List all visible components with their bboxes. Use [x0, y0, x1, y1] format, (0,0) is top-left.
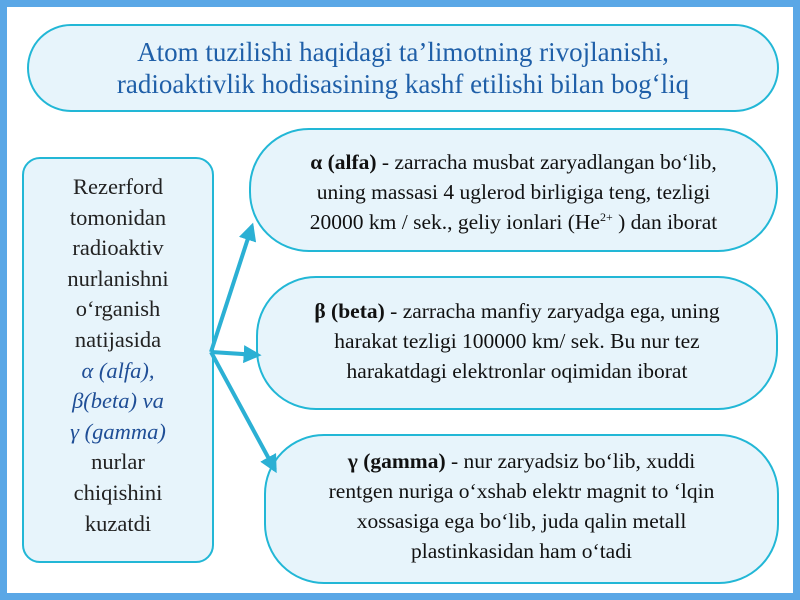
gamma-ray-label: γ (gamma) [70, 418, 166, 444]
discovery-line: Rezerford [73, 174, 163, 199]
gamma-line-1 [266, 446, 777, 476]
discovery-box [22, 157, 214, 563]
alpha-ray-label: α (alfa), [81, 357, 155, 383]
alpha-line-2: uning massasi 4 uglerod birligiga teng, tezligi [316, 180, 711, 204]
title-box [27, 24, 779, 112]
beta-line-1 [258, 296, 776, 326]
gamma-name: γ (gamma) [347, 449, 446, 473]
discovery-line: nurlanishni [67, 265, 169, 291]
discovery-line: tomonidan [69, 204, 167, 230]
gamma-text: - nur zaryadsiz bo‘lib, xuddi [445, 449, 696, 473]
alpha-text-pre: 20000 km / sek., geliy ionlari (He [309, 210, 600, 234]
gamma-box [264, 434, 779, 584]
alpha-box [249, 128, 778, 252]
beta-box [256, 276, 778, 410]
beta-line-2: harakat tezligi 100000 km/ sek. Bu nur tez [334, 329, 700, 353]
title-line-1: Atom tuzilishi haqidagi ta’limotning rivojlanishi, [137, 37, 669, 67]
discovery-line: nurlar [91, 449, 145, 475]
beta-name: β (beta) [314, 299, 385, 323]
helium-charge: 2+ [599, 209, 613, 224]
discovery-line: radioaktiv [72, 235, 164, 261]
beta-ray-label: β(beta) va [72, 388, 164, 414]
discovery-line: kuzatdi [84, 510, 152, 536]
discovery-line: chiqishini [73, 479, 163, 505]
discovery-line: natijasida [74, 326, 162, 352]
alpha-name: α (alfa) [310, 150, 377, 174]
beta-line-3: harakatdagi elektronlar oqimidan iborat [346, 359, 688, 383]
discovery-line: o‘rganish [75, 296, 161, 322]
gamma-line-4: plastinkasidan ham o‘tadi [411, 539, 632, 563]
beta-text: - zarracha manfiy zaryadga ega, uning [384, 299, 720, 323]
gamma-line-2: rentgen nuriga o‘xshab elektr magnit to ‘lqin [328, 479, 715, 503]
alpha-text: - zarracha musbat zaryadlangan bo‘lib, [376, 150, 717, 174]
alpha-line-1 [251, 147, 776, 177]
title-line-2: radioaktivlik hodisasining kashf etilishi bilan bog‘liq [116, 69, 690, 99]
gamma-line-3: xossasiga ega bo‘lib, juda qalin metall [356, 509, 687, 533]
alpha-line-3 [251, 207, 776, 237]
alpha-text-post: ) dan iborat [612, 210, 718, 234]
